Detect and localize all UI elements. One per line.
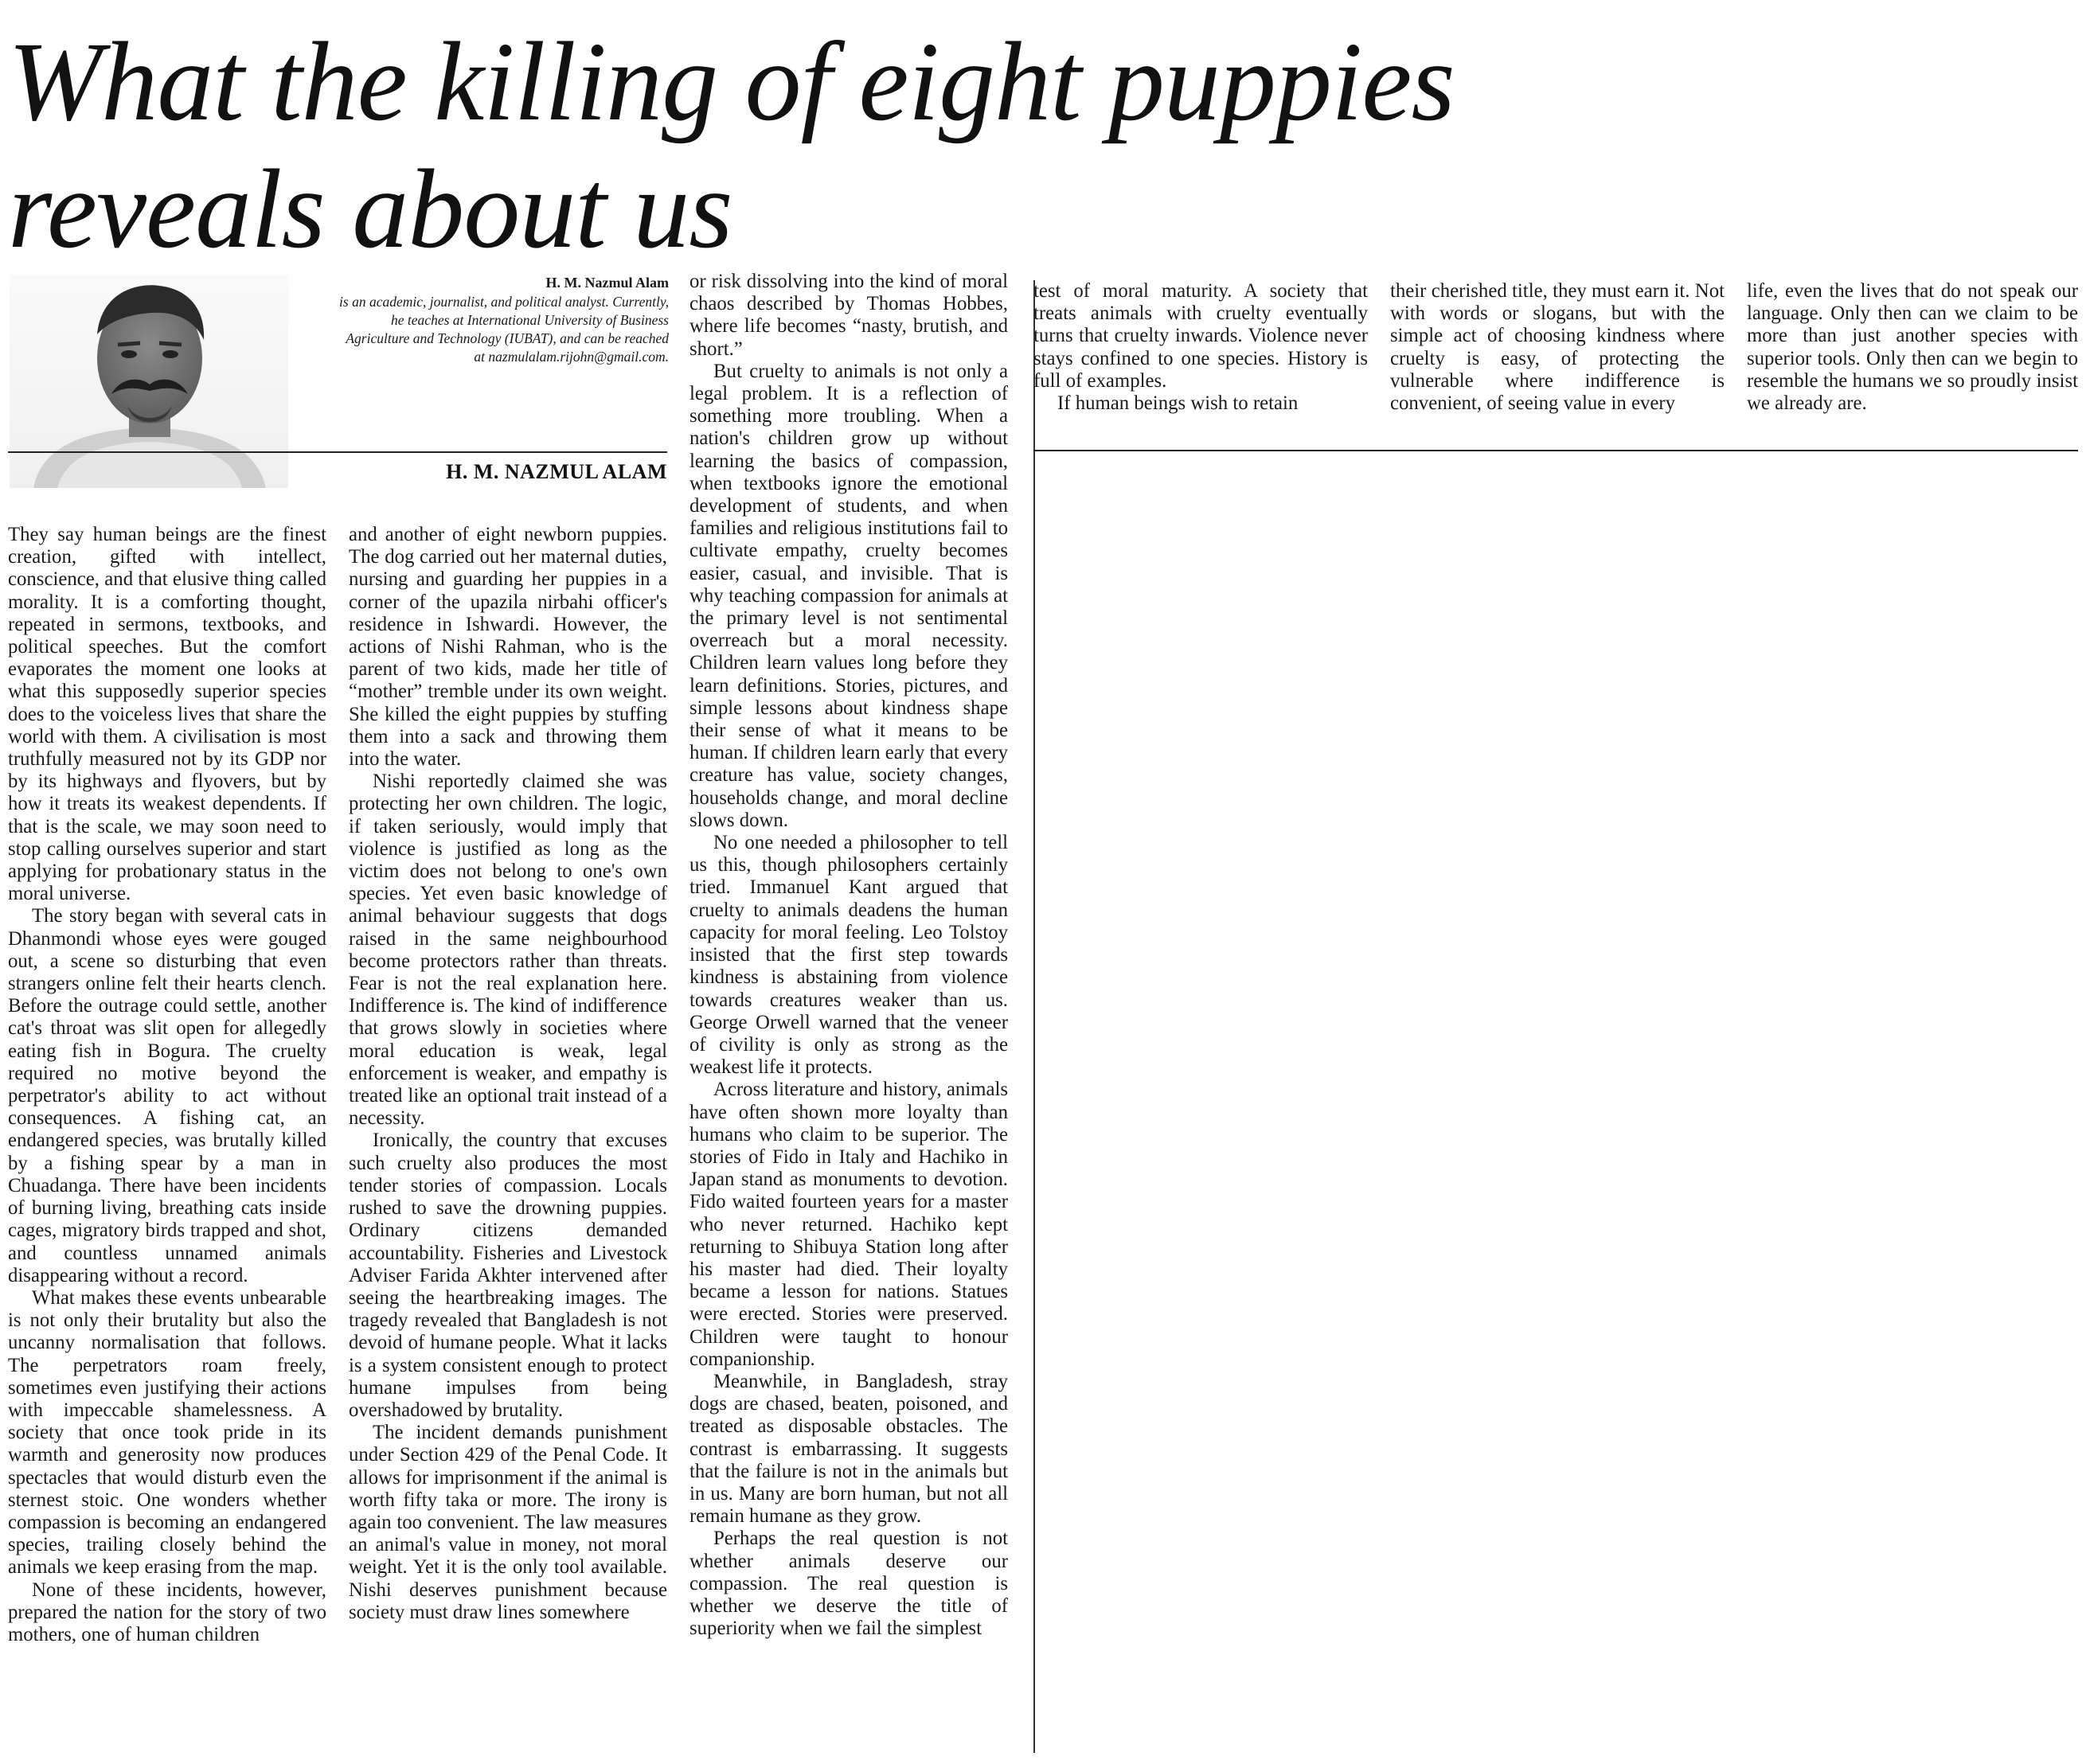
article-column-4 bbox=[1033, 280, 1368, 415]
article-column-1 bbox=[8, 524, 326, 1646]
article-column-2 bbox=[349, 524, 667, 1624]
paragraph: Perhaps the real question is not whether animals deserve our compassion. The real question is whether we deserve the title of superiority when we fail the simplest bbox=[689, 1528, 1008, 1640]
credit-author-name: H. M. Nazmul Alam bbox=[545, 275, 669, 291]
article-column-6 bbox=[1747, 280, 2078, 415]
paragraph: test of moral maturity. A society that treats animals with cruelty eventually turns that cruelty inwards. Violence never stays confined to one species. History is full of examples. bbox=[1033, 280, 1368, 392]
headline-line-2: reveals about us bbox=[8, 146, 732, 271]
paragraph: or risk dissolving into the kind of moral chaos described by Thomas Hobbes, where life becomes “nasty, brutish, and short.” bbox=[689, 271, 1008, 360]
headline-line-1: What the killing of eight puppies bbox=[8, 18, 1455, 144]
paragraph: None of these incidents, however, prepared the nation for the story of two mothers, one of human children bbox=[8, 1579, 326, 1645]
headline bbox=[8, 18, 1839, 272]
byline: H. M. NAZMUL ALAM bbox=[446, 460, 667, 483]
paragraph: But cruelty to animals is not only a legal problem. It is a reflection of something more troubling. When a nation's children grow up without learning the basics of compassion, when textbooks ignore the emotional development of students, and when families and religious institutions fail to cultivate empathy, cruelty becomes easier, casual, and invisible. That is why teaching compassion for animals at the primary level is not sentimental overreach but a moral necessity. Children learn values long before they learn definitions. Stories, pictures, and simple lessons about kindness shape their sense of what it means to be human. If children learn early that every creature has value, society changes, households change, and moral decline slows down. bbox=[689, 360, 1009, 831]
paragraph: Ironically, the country that excuses such cruelty also produces the most tender stories of compassion. Locals rushed to save the drowning puppies. Ordinary citizens demanded accountability. Fisheries and Livestock Adviser Farida Akhter intervened after seeing the heartbreaking images. The tragedy revealed that Bangladesh is not devoid of humane people. What it lacks is a system consistent enough to protect humane impulses from being overshadowed by brutality. bbox=[349, 1130, 667, 1421]
paragraph: The story began with several cats in Dhanmondi whose eyes were gouged out, a scene so disturbing that even strangers online felt their hearts clench. Before the outrage could settle, another cat's throat was slit open for allegedly eating fish in Bogura. The cruelty required no motive beyond the perpetrator's ability to act without consequences. A fishing cat, an endangered species, was brutally killed by a fishing spear by a man in Chuadanga. There have been incidents of burning living, breathing cats inside cages, migratory birds trapped and shot, and countless unnamed animals disappearing without a record. bbox=[8, 905, 326, 1286]
paragraph: If human beings wish to retain bbox=[1057, 392, 1299, 415]
article-column-5 bbox=[1390, 280, 1725, 415]
paragraph: What makes these events unbearable is not only their brutality but also the uncanny normalisation that follows. The perpetrators roam freely, sometimes even justifying their actions with impeccable shamelessness. A society that once took pride in its warmth and generosity now produces spectacles that would disturb even the sternest stoic. One wonders whether compassion is becoming an endangered species, trailing closely behind the animals we keep erasing from the map. bbox=[8, 1286, 326, 1579]
article-end-rule bbox=[1033, 450, 2078, 451]
column-divider bbox=[1033, 280, 1035, 1753]
byline-rule bbox=[8, 451, 667, 453]
paragraph: Meanwhile, in Bangladesh, stray dogs are chased, beaten, poisoned, and treated as disposable obstacles. The contrast is embarrassing. It suggests that the failure is not in the animals but in us. Many are born human, but not all remain humane as they grow. bbox=[689, 1370, 1008, 1528]
paragraph: Across literature and history, animals have often shown more loyalty than humans who claim to be superior. The stories of Fido in Italy and Hachiko in Japan stand as monuments to devotion. Fido waited fourteen years for a master who never returned. Hachiko kept returning to Shibuya Station long after his master had died. Their loyalty became a lesson for nations. Statues were erected. Stories were preserved. Children were taught to honour companionship. bbox=[689, 1079, 1008, 1370]
paragraph: and another of eight newborn puppies. The dog carried out her maternal duties, nursing and guarding her puppies in a corner of the upazila nirbahi officer's residence in Ishwardi. However, the actions of Nishi Rahman, who is the parent of two kids, made her title of “mother” tremble under its own weight. She killed the eight puppies by stuffing them into a sack and throwing them into the water. bbox=[349, 524, 667, 771]
credit-author-bio: is an academic, journalist, and political analyst. Currently, he teaches at International University of Business Agriculture and Technology (IUBAT), and can be reached at nazmulalam.rijohn@gmail.com. bbox=[339, 294, 669, 365]
paragraph: Nishi reportedly claimed she was protecting her own children. The logic, if taken seriously, would imply that violence is justified as long as the victim does not belong to one's own species. Yet even basic knowledge of animal behaviour suggests that dogs raised in the same neighbourhood become protectors rather than threats. Fear is not the real explanation here. Indifference is. The kind of indifference that grows slowly in societies where moral education is weak, legal enforcement is weaker, and empathy is treated like an optional trait instead of a necessity. bbox=[349, 771, 667, 1130]
paragraph: their cherished title, they must earn it. Not with words or slogans, but with the simple act of choosing kindness where cruelty is easy, of protecting the vulnerable where indifference is convenient, of seeing value in every bbox=[1390, 280, 1725, 415]
author-portrait-image bbox=[10, 275, 288, 488]
author-photo bbox=[10, 275, 288, 488]
author-credit bbox=[334, 275, 669, 366]
paragraph: They say human beings are the finest creation, gifted with intellect, conscience, and that elusive thing called morality. It is a comforting thought, repeated in sermons, textbooks, and political speeches. But the comfort evaporates the moment one looks at what this supposedly superior species does to the voiceless lives that share the world with them. A civilisation is most truthfully measured not by its GDP nor by its highways and flyovers, but by how it treats its weakest dependents. If that is the scale, we may soon need to stop calling ourselves superior and start applying for probationary status in the moral universe. bbox=[8, 524, 326, 905]
paragraph: The incident demands punishment under Section 429 of the Penal Code. It allows for imprisonment if the animal is worth fifty taka or more. The irony is again too convenient. The law measures an animal's value in money, not moral weight. Yet it is the only tool available. Nishi deserves punishment because society must draw lines somewhere bbox=[349, 1422, 667, 1623]
paragraph: life, even the lives that do not speak our language. Only then can we claim to be more than just another species with superior tools. Only then can we begin to resemble the humans we so proudly insist we already are. bbox=[1747, 280, 2078, 415]
article-column-3 bbox=[689, 271, 1008, 1640]
paragraph: No one needed a philosopher to tell us this, though philosophers certainly tried. Immanuel Kant argued that cruelty to animals deadens the human capacity for moral feeling. Leo Tolstoy insisted that the first step towards kindness is abstaining from violence towards creatures weaker than us. George Orwell warned that the veneer of civility is only as strong as the weakest life it protects. bbox=[689, 832, 1008, 1079]
